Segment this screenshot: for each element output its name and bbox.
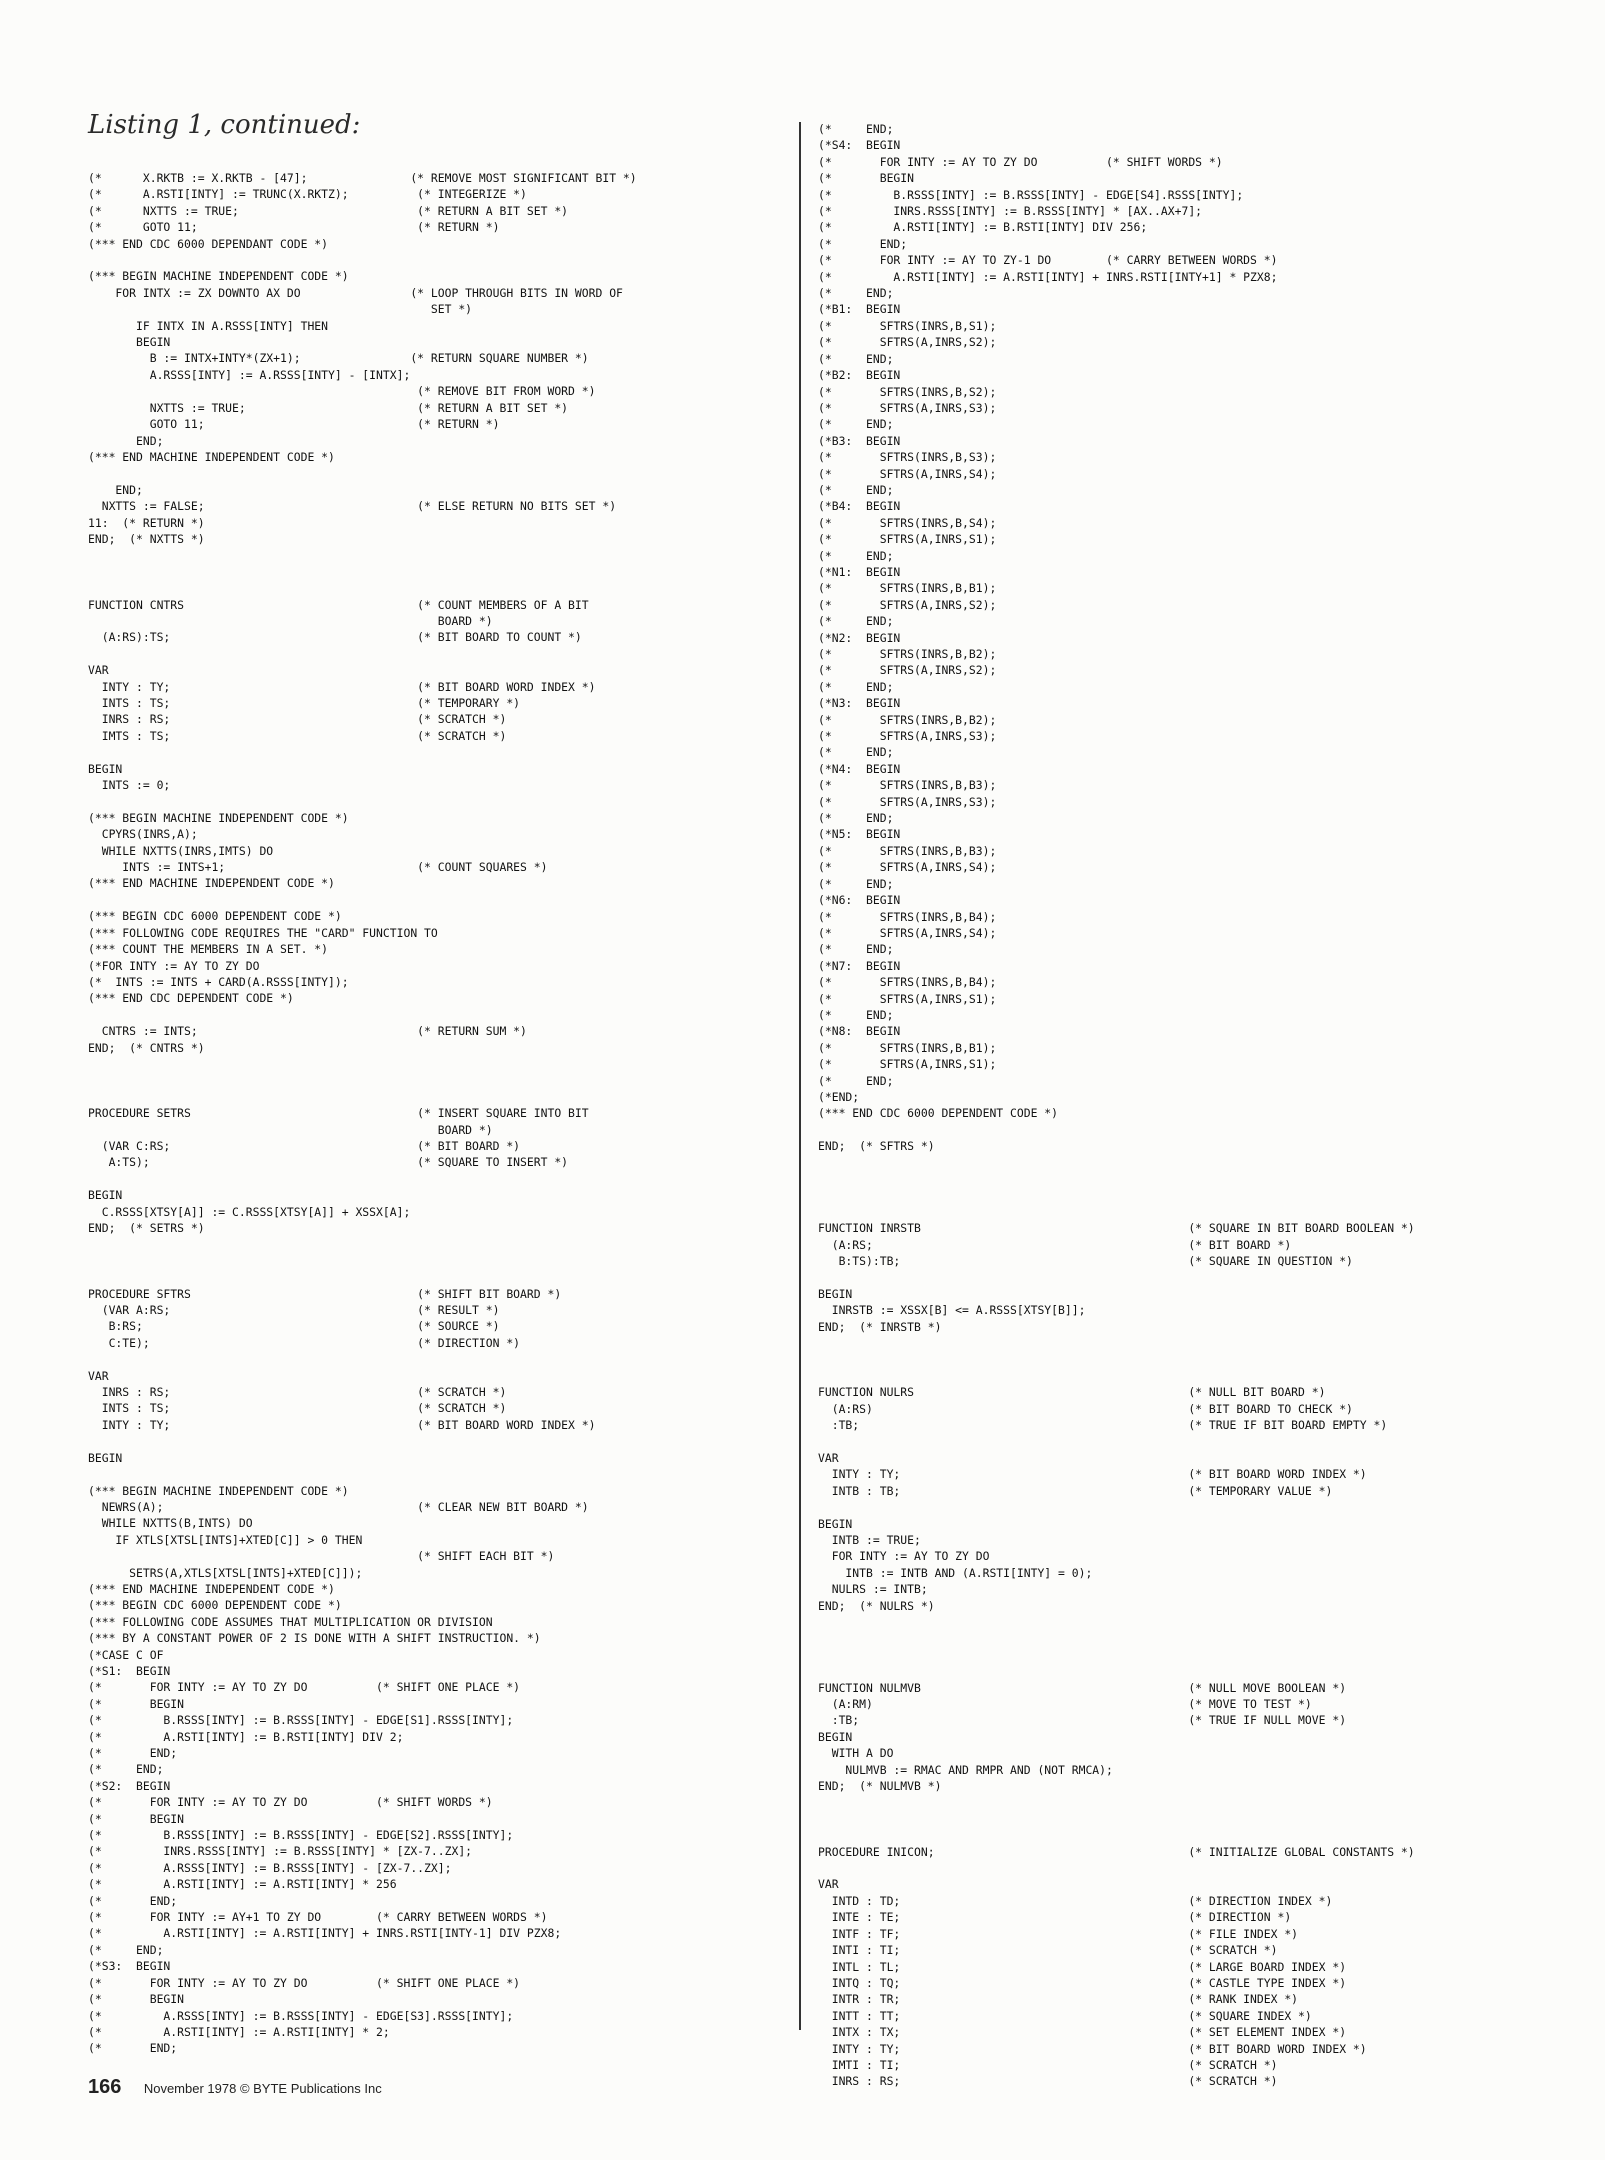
code-listing-right-column: (* END; (*S4: BEGIN (* FOR INTY := AY TO ZY DO (* SHIFT WORDS *) (* BEGIN (* B.RSSS[INTY] := B.RSSS[INTY] - EDGE[S4].RSSS[INTY]; (* INRS.RSSS[INTY] := B.RSSS[INTY] * [AX..AX+7]; (* A.RSTI[INTY] := B.RSTI[INTY] DIV 256; (* END; (* FOR INTY := AY TO ZY-1 DO (* CARRY BETWEEN WORDS *) (* A.RSTI[INTY] := A.RSTI[INTY] + INRS.RSTI[INTY+1] * PZX8; (* END; (*B1: BEGIN (* SFTRS(INRS,B,S1); (* SFTRS(A,INRS,S2); (* END; (*B2: BEGIN (* SFTRS(INRS,B,S2); (* SFTRS(A,INRS,S3); (* END; (*B3: BEGIN (* SFTRS(INRS,B,S3); (* SFTRS(A,INRS,S4); (* END; (*B4: BEGIN (* SFTRS(INRS,B,S4); (* SFTRS(A,INRS,S1); (* END; (*N1: BEGIN (* SFTRS(INRS,B,B1); (* SFTRS(A,INRS,S2); (* END; (*N2: BEGIN (* SFTRS(INRS,B,B2); (* SFTRS(A,INRS,S2); (* END; (*N3: BEGIN (* SFTRS(INRS,B,B2); (* SFTRS(A,INRS,S3); (* END; (*N4: BEGIN (* SFTRS(INRS,B,B3); (* SFTRS(A,INRS,S3); (* END; (*N5: BEGIN (* SFTRS(INRS,B,B3); (* SFTRS(A,INRS,S4); (* END; (*N6: BEGIN (* SFTRS(INRS,B,B4); (* SFTRS(A,INRS,S4); (* END; (*N7: BEGIN (* SFTRS(INRS,B,B4); (* SFTRS(A,INRS,S1); (* END; (*N8: BEGIN (* SFTRS(INRS,B,B1); (* SFTRS(A,INRS,S1); (* END; (*END; (*** END CDC 6000 DEPENDENT CODE *) END; (* SFTRS *) FUNCTION INRSTB (* SQUARE IN BIT BOARD BOOLEAN *) (A:RS; (* BIT BOARD *) B:TS):TB; (* SQUARE IN QUESTION *) BEGIN INRSTB := XSSX[B] <= A.RSSS[XTSY[B]]; END; (* INRSTB *) FUNCTION NULRS (* NULL BIT BOARD *) (A:RS) (* BIT BOARD TO CHECK *) :TB; (* TRUE IF BIT BOARD EMPTY *) VAR INTY : TY; (* BIT BOARD WORD INDEX *) INTB : TB; (* TEMPORARY VALUE *) BEGIN INTB := TRUE; FOR INTY := AY TO ZY DO INTB := INTB AND (A.RSTI[INTY] = 0); NULRS := INTB; END; (* NULRS *) FUNCTION NULMVB (* NULL MOVE BOOLEAN *) (A:RM) (* MOVE TO TEST *) :TB; (* TRUE IF NULL MOVE *) BEGIN WITH A DO NULMVB := RMAC AND RMPR AND (NOT RMCA); END; (* NULMVB *) PROCEDURE INICON; (* INITIALIZE GLOBAL CONSTANTS *) VAR INTD : TD; (* DIRECTION INDEX *) INTE : TE; (* DIRECTION *) INTF : TF; (* FILE INDEX *) INTI : TI; (* SCRATCH *) INTL : TL; (* LARGE BOARD INDEX *) INTQ : TQ; (* CASTLE TYPE INDEX *) INTR : TR; (* RANK INDEX *) INTT : TT; (* SQUARE INDEX *) INTX : TX; (* SET ELEMENT INDEX *) INTY : TY; (* BIT BOARD WORD INDEX *) IMTI : TI; (* SCRATCH *) INRS : RS; (* SCRATCH *) <box>818 122 1415 2089</box>
listing-heading: Listing 1, continued: <box>88 110 361 140</box>
page-number: 166 <box>88 2076 122 2098</box>
code-listing-left-column: (* X.RKTB := X.RKTB - [47]; (* REMOVE MOST SIGNIFICANT BIT *) (* A.RSTI[INTY] := TRUNC(X.RKTZ); (* INTEGERIZE *) (* NXTTS := TRUE; (* RETURN A BIT SET *) (* GOTO 11; (* RETURN *) (*** END CDC 6000 DEPENDANT CODE *) (*** BEGIN MACHINE INDEPENDENT CODE *) FOR INTX := ZX DOWNTO AX DO (* LOOP THROUGH BITS IN WORD OF SET *) IF INTX IN A.RSSS[INTY] THEN BEGIN B := INTX+INTY*(ZX+1); (* RETURN SQUARE NUMBER *) A.RSSS[INTY] := A.RSSS[INTY] - [INTX]; (* REMOVE BIT FROM WORD *) NXTTS := TRUE; (* RETURN A BIT SET *) GOTO 11; (* RETURN *) END; (*** END MACHINE INDEPENDENT CODE *) END; NXTTS := FALSE; (* ELSE RETURN NO BITS SET *) 11: (* RETURN *) END; (* NXTTS *) FUNCTION CNTRS (* COUNT MEMBERS OF A BIT BOARD *) (A:RS):TS; (* BIT BOARD TO COUNT *) VAR INTY : TY; (* BIT BOARD WORD INDEX *) INTS : TS; (* TEMPORARY *) INRS : RS; (* SCRATCH *) IMTS : TS; (* SCRATCH *) BEGIN INTS := 0; (*** BEGIN MACHINE INDEPENDENT CODE *) CPYRS(INRS,A); WHILE NXTTS(INRS,IMTS) DO INTS := INTS+1; (* COUNT SQUARES *) (*** END MACHINE INDEPENDENT CODE *) (*** BEGIN CDC 6000 DEPENDENT CODE *) (*** FOLLOWING CODE REQUIRES THE "CARD" FUNCTION TO (*** COUNT THE MEMBERS IN A SET. *) (*FOR INTY := AY TO ZY DO (* INTS := INTS + CARD(A.RSSS[INTY]); (*** END CDC DEPENDENT CODE *) CNTRS := INTS; (* RETURN SUM *) END; (* CNTRS *) PROCEDURE SETRS (* INSERT SQUARE INTO BIT BOARD *) (VAR C:RS; (* BIT BOARD *) A:TS); (* SQUARE TO INSERT *) BEGIN C.RSSS[XTSY[A]] := C.RSSS[XTSY[A]] + XSSX[A]; END; (* SETRS *) PROCEDURE SFTRS (* SHIFT BIT BOARD *) (VAR A:RS; (* RESULT *) B:RS; (* SOURCE *) C:TE); (* DIRECTION *) VAR INRS : RS; (* SCRATCH *) INTS : TS; (* SCRATCH *) INTY : TY; (* BIT BOARD WORD INDEX *) BEGIN (*** BEGIN MACHINE INDEPENDENT CODE *) NEWRS(A); (* CLEAR NEW BIT BOARD *) WHILE NXTTS(B,INTS) DO IF XTLS[XTSL[INTS]+XTED[C]] > 0 THEN (* SHIFT EACH BIT *) SETRS(A,XTLS[XTSL[INTS]+XTED[C]]); (*** END MACHINE INDEPENDENT CODE *) (*** BEGIN CDC 6000 DEPENDENT CODE *) (*** FOLLOWING CODE ASSUMES THAT MULTIPLICATION OR DIVISION (*** BY A CONSTANT POWER OF 2 IS DONE WITH A SHIFT INSTRUCTION. *) (*CASE C OF (*S1: BEGIN (* FOR INTY := AY TO ZY DO (* SHIFT ONE PLACE *) (* BEGIN (* B.RSSS[INTY] := B.RSSS[INTY] - EDGE[S1].RSSS[INTY]; (* A.RSTI[INTY] := B.RSTI[INTY] DIV 2; (* END; (* END; (*S2: BEGIN (* FOR INTY := AY TO ZY DO (* SHIFT WORDS *) (* BEGIN (* B.RSSS[INTY] := B.RSSS[INTY] - EDGE[S2].RSSS[INTY]; (* INRS.RSSS[INTY] := B.RSSS[INTY] * [ZX-7..ZX]; (* A.RSSS[INTY] := B.RSSS[INTY] - [ZX-7..ZX]; (* A.RSTI[INTY] := A.RSTI[INTY] * 256 (* END; (* FOR INTY := AY+1 TO ZY DO (* CARRY BETWEEN WORDS *) (* A.RSTI[INTY] := A.RSTI[INTY] + INRS.RSTI[INTY-1] DIV PZX8; (* END; (*S3: BEGIN (* FOR INTY := AY TO ZY DO (* SHIFT ONE PLACE *) (* BEGIN (* A.RSSS[INTY] := B.RSSS[INTY] - EDGE[S3].RSSS[INTY]; (* A.RSTI[INTY] := A.RSTI[INTY] * 2; (* END; <box>88 171 637 2056</box>
publication-line: November 1978 © BYTE Publications Inc <box>143 2081 382 2096</box>
page-footer <box>88 2076 382 2099</box>
column-divider <box>799 122 801 2030</box>
